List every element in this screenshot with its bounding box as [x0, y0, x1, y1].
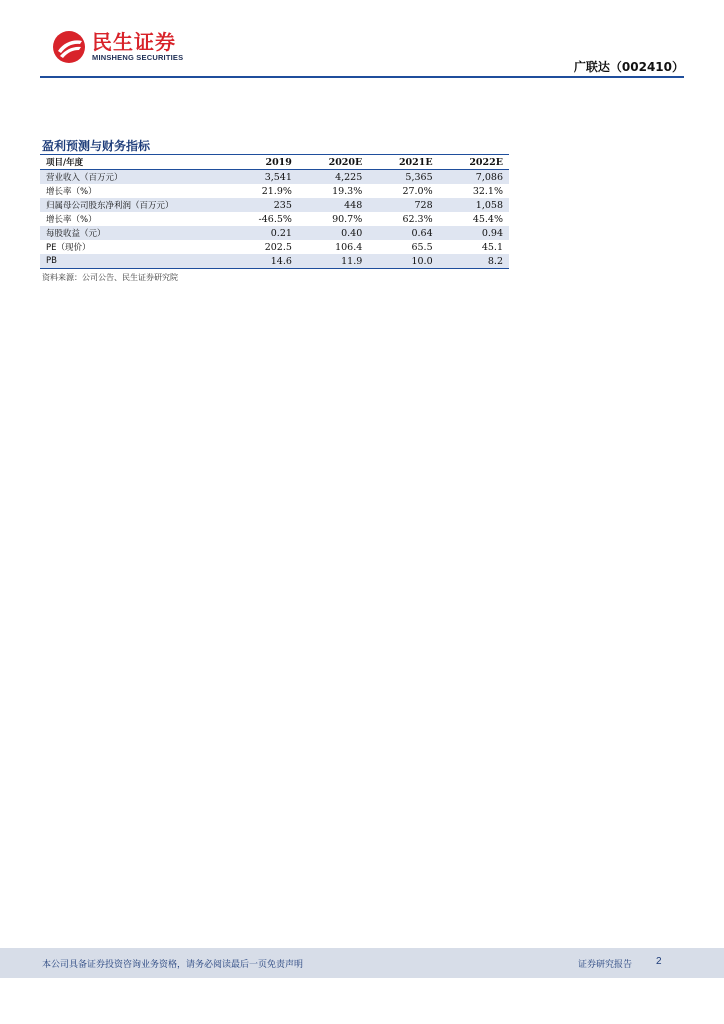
table-cell: 1,058 — [475, 199, 503, 211]
table-cell: 8.2 — [487, 255, 503, 267]
company-ticker: 广联达（002410） — [573, 60, 684, 74]
table-cell: 45.1 — [481, 241, 503, 253]
data-source-note: 资料来源：公司公告、民生证券研究院 — [42, 273, 178, 282]
page-footer — [0, 948, 724, 978]
table-row — [40, 240, 509, 254]
table-cell: 448 — [344, 199, 363, 211]
table-cell: 45.4% — [472, 213, 503, 225]
row-label: 营业收入（百万元） — [46, 173, 123, 183]
table-row — [40, 170, 509, 185]
table-cell: 21.9% — [261, 185, 292, 197]
footer-report-type: 证券研究报告 — [578, 960, 633, 970]
financial-table-container — [40, 154, 509, 269]
table-row — [40, 184, 509, 198]
table-cell: 62.3% — [402, 213, 433, 225]
table-cell: 728 — [414, 199, 433, 211]
table-cell: 90.7% — [332, 213, 363, 225]
row-label: 归属母公司股东净利润（百万元） — [46, 201, 174, 211]
table-cell: 0.64 — [411, 227, 433, 239]
table-cell: 106.4 — [335, 241, 363, 253]
table-cell: 14.6 — [270, 255, 292, 267]
table-cell: 65.5 — [411, 241, 433, 253]
table-cell: 7,086 — [475, 171, 503, 183]
minsheng-logo-icon — [52, 30, 86, 64]
table-cell: 0.94 — [481, 227, 503, 239]
financial-forecast-table — [40, 154, 509, 269]
column-header-2022e: 2022E — [469, 156, 503, 168]
table-row — [40, 226, 509, 240]
table-cell: 0.21 — [270, 227, 292, 239]
table-cell: 202.5 — [264, 241, 292, 253]
logo-chinese-name: 民生证券 — [92, 30, 176, 54]
table-cell: 11.9 — [341, 255, 363, 267]
table-row — [40, 212, 509, 226]
column-header-2021e: 2021E — [398, 156, 433, 168]
column-header-2020e: 2020E — [328, 156, 363, 168]
header-divider — [40, 76, 684, 78]
table-cell: 0.40 — [341, 227, 363, 239]
page-number: 2 — [656, 956, 662, 967]
row-label: PB — [46, 256, 57, 266]
row-label: 增长率（%） — [46, 215, 97, 225]
row-label: 每股收益（元） — [46, 229, 106, 239]
row-label: 增长率（%） — [46, 187, 97, 197]
table-cell: 19.3% — [332, 185, 363, 197]
minsheng-logo — [52, 30, 183, 64]
footer-disclaimer: 本公司具备证券投资咨询业务资格，请务必阅读最后一页免责声明 — [42, 960, 304, 970]
page-header — [0, 0, 724, 80]
section-title: 盈利预测与财务指标 — [42, 139, 151, 153]
table-cell: -46.5% — [258, 213, 292, 225]
table-cell: 5,365 — [405, 171, 433, 183]
column-header-item: 项目/年度 — [46, 158, 84, 168]
column-header-2019: 2019 — [265, 156, 292, 168]
table-header-row — [40, 155, 509, 170]
table-cell: 235 — [273, 199, 292, 211]
table-cell: 4,225 — [335, 171, 363, 183]
table-cell: 10.0 — [411, 255, 433, 267]
table-row — [40, 198, 509, 212]
logo-english-name: MINSHENG SECURITIES — [92, 53, 184, 62]
row-label: PE（现价） — [46, 243, 91, 253]
table-cell: 3,541 — [264, 171, 292, 183]
table-cell: 27.0% — [402, 185, 433, 197]
table-row — [40, 254, 509, 269]
table-cell: 32.1% — [472, 185, 503, 197]
